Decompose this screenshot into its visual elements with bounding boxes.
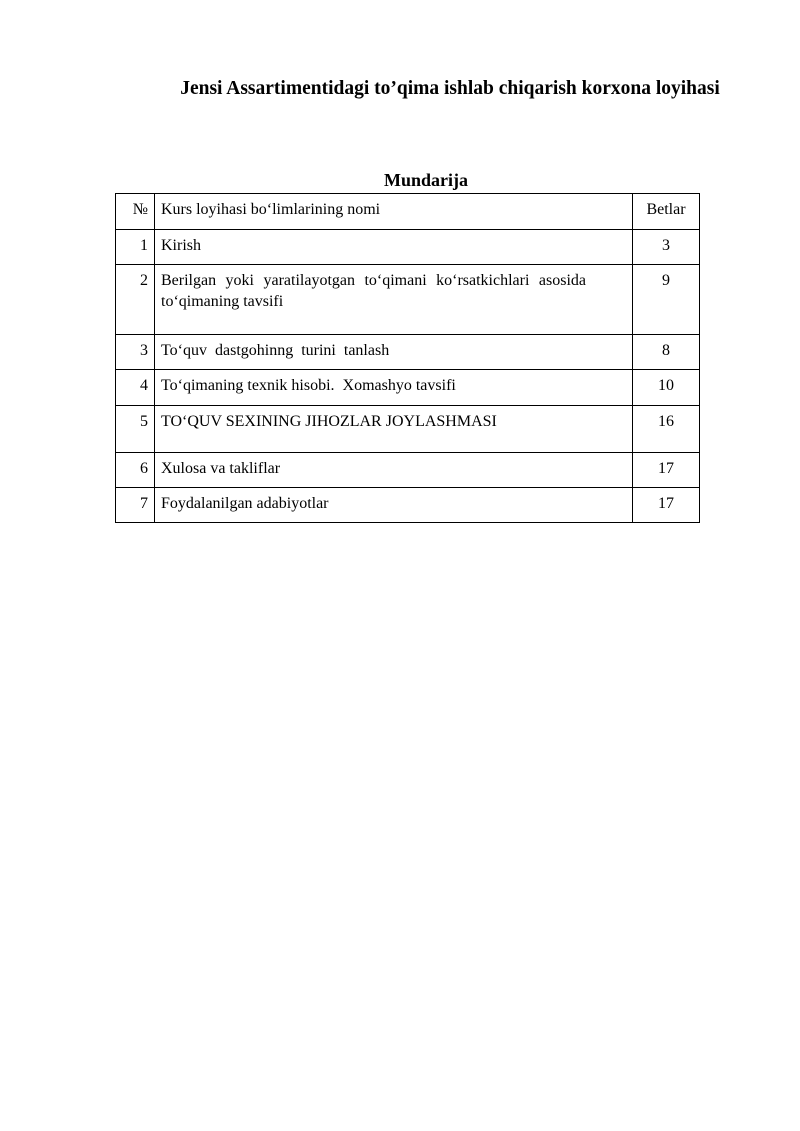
- table-row: [116, 230, 700, 265]
- table-header-row: [116, 194, 700, 230]
- row-page: 10: [633, 370, 700, 406]
- row-page: 8: [633, 335, 700, 370]
- row-name: To‘qimaning texnik hisobi. Xomashyo tavsifi: [155, 370, 633, 406]
- table-row: [116, 335, 700, 370]
- header-number: №: [116, 194, 155, 230]
- row-page: 9: [633, 265, 700, 335]
- row-name: Foydalanilgan adabiyotlar: [155, 488, 633, 523]
- row-page: 16: [633, 406, 700, 453]
- row-number: 4: [116, 370, 155, 406]
- table-row: [116, 265, 700, 335]
- document-title: Jensi Assartimentidagi to’qima ishlab chiqarish korxona loyihasi: [180, 78, 720, 99]
- row-number: 5: [116, 406, 155, 453]
- row-page: 17: [633, 488, 700, 523]
- header-page: Betlar: [633, 194, 700, 230]
- row-name: To‘quv dastgohinng turini tanlash: [155, 335, 633, 370]
- row-page: 17: [633, 453, 700, 488]
- row-number: 3: [116, 335, 155, 370]
- table-row: [116, 453, 700, 488]
- header-name: Kurs loyihasi bo‘limlarining nomi: [155, 194, 633, 230]
- table-row: [116, 370, 700, 406]
- row-name: Kirish: [155, 230, 633, 265]
- row-number: 6: [116, 453, 155, 488]
- row-name: TO‘QUV SEXINING JIHOZLAR JOYLASHMASI: [155, 406, 633, 453]
- toc-heading: Mundarija: [383, 170, 468, 190]
- toc-table: [115, 193, 700, 523]
- table-row: [116, 406, 700, 453]
- row-number: 7: [116, 488, 155, 523]
- table-row: [116, 488, 700, 523]
- row-name: Xulosa va takliflar: [155, 453, 633, 488]
- row-page: 3: [633, 230, 700, 265]
- row-number: 2: [116, 265, 155, 335]
- row-name: Berilgan yoki yaratilayotgan to‘qimani ko‘rsatkichlari asosida to‘qimaning tavsifi: [155, 265, 633, 335]
- row-number: 1: [116, 230, 155, 265]
